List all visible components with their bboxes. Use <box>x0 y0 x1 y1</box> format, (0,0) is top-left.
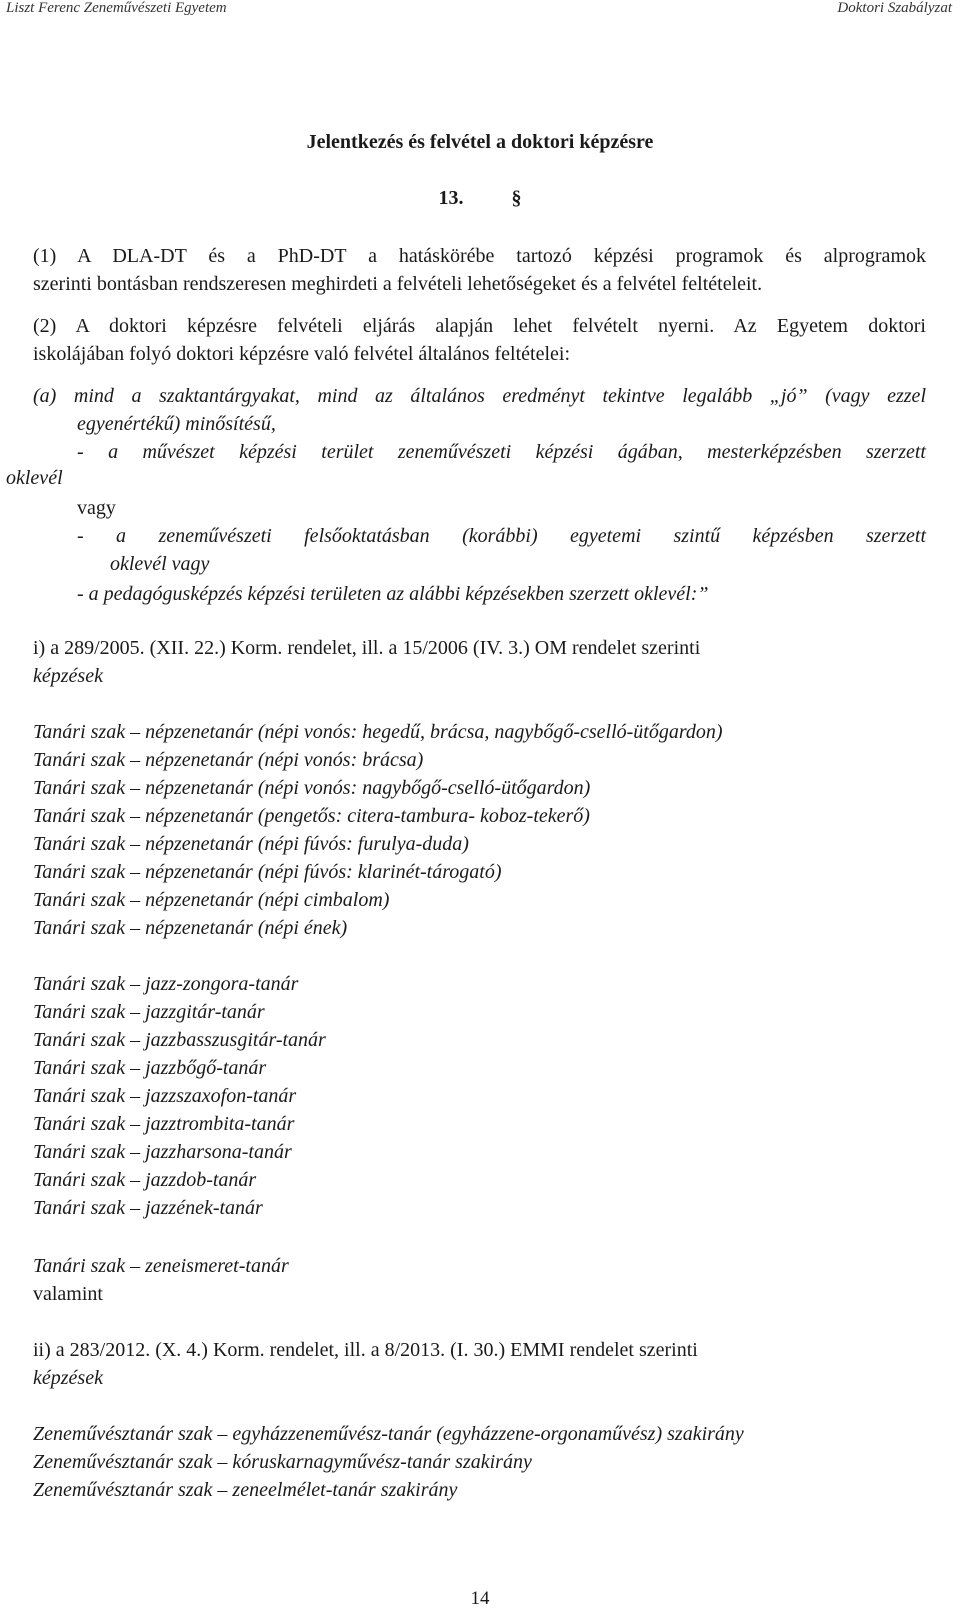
condition-a-line-1: (a) mind a szaktantárgyakat, mind az általános eredményt tekintve legalább „jó” (vagy ezzel <box>33 385 926 407</box>
condition-b-line-2: oklevél <box>6 467 63 489</box>
section-number-value: 13. <box>438 187 464 209</box>
condition-d-line-1: - a pedagógusképzés képzési területen az alábbi képzésekben szerzett oklevél:” <box>77 583 709 605</box>
list-ii-heading-line-2: képzések <box>33 1367 103 1389</box>
condition-c-line-2: oklevél vagy <box>110 553 210 575</box>
paragraph-2-line-2: iskolájában folyó doktori képzésre való felvétel általános feltételei: <box>33 343 571 365</box>
list-item: Tanári szak – népzenetanár (népi vonós: hegedű, brácsa, nagybőgő-cselló-ütőgardon) <box>33 721 723 743</box>
section-symbol: § <box>511 187 522 209</box>
list-item: Tanári szak – népzenetanár (népi fúvós: furulya-duda) <box>33 833 469 855</box>
list-item: Tanári szak – jazzbőgő-tanár <box>33 1057 267 1079</box>
list-item: Tanári szak – jazzgitár-tanár <box>33 1001 265 1023</box>
list-item: Tanári szak – jazztrombita-tanár <box>33 1113 295 1135</box>
list-item: Zeneművésztanár szak – kóruskarnagyművész-tanár szakirány <box>33 1451 532 1473</box>
list-item: Tanári szak – népzenetanár (népi vonós: brácsa) <box>33 749 424 771</box>
section-title: Jelentkezés és felvétel a doktori képzésre <box>306 131 654 153</box>
list-i-heading-line-1: i) a 289/2005. (XII. 22.) Korm. rendelet, ill. a 15/2006 (IV. 3.) OM rendelet szerinti <box>33 637 701 659</box>
paragraph-1-line-2: szerinti bontásban rendszeresen meghirdeti a felvételi lehetőségeket és a felvétel feltételeit. <box>33 273 763 295</box>
list-item: Tanári szak – népzenetanár (népi cimbalom) <box>33 889 390 911</box>
list-item: Tanári szak – népzenetanár (népi fúvós: klarinét-tárogató) <box>33 861 502 883</box>
list-item: Tanári szak – jazzének-tanár <box>33 1197 263 1219</box>
header-document-title: Doktori Szabályzat <box>837 0 952 16</box>
list-i-heading-line-2: képzések <box>33 665 103 687</box>
list-item: Tanári szak – zeneismeret-tanár <box>33 1255 289 1277</box>
condition-or-1: vagy <box>77 497 116 519</box>
list-item: Tanári szak – jazzdob-tanár <box>33 1169 257 1191</box>
condition-c-line-1: - a zeneművészeti felsőoktatásban (korábbi) egyetemi szintű képzésben szerzett <box>77 525 926 547</box>
paragraph-1-line-1: (1) A DLA-DT és a PhD-DT a hatáskörébe tartozó képzési programok és alprogramok <box>33 245 926 267</box>
condition-a-line-2: egyenértékű) minősítésű, <box>77 413 276 435</box>
list-item: Tanári szak – népzenetanár (népi vonós: nagybőgő-cselló-ütőgardon) <box>33 777 591 799</box>
list-item: Tanári szak – jazzharsona-tanár <box>33 1141 292 1163</box>
list-item: Tanári szak – jazzszaxofon-tanár <box>33 1085 297 1107</box>
page-number: 14 <box>470 1588 490 1609</box>
paragraph-2-line-1: (2) A doktori képzésre felvételi eljárás alapján lehet felvételt nyerni. Az Egyetem doktori <box>33 315 926 337</box>
list-item: Tanári szak – népzenetanár (népi ének) <box>33 917 348 939</box>
section-number <box>0 186 960 210</box>
list-item: Zeneművésztanár szak – egyházzeneművész-tanár (egyházzene-orgonaművész) szakirány <box>33 1423 744 1445</box>
list-i-valamint: valamint <box>33 1283 103 1305</box>
list-item: Tanári szak – jazz-zongora-tanár <box>33 973 299 995</box>
header-institution: Liszt Ferenc Zeneművészeti Egyetem <box>6 0 227 16</box>
list-item: Zeneművésztanár szak – zeneelmélet-tanár szakirány <box>33 1479 458 1501</box>
condition-b-line-1: - a művészet képzési terület zeneművészeti képzési ágában, mesterképzésben szerzett <box>77 441 926 463</box>
list-ii-heading-line-1: ii) a 283/2012. (X. 4.) Korm. rendelet, ill. a 8/2013. (I. 30.) EMMI rendelet szerinti <box>33 1339 698 1361</box>
list-item: Tanári szak – népzenetanár (pengetős: citera-tambura- koboz-tekerő) <box>33 805 590 827</box>
list-item: Tanári szak – jazzbasszusgitár-tanár <box>33 1029 326 1051</box>
